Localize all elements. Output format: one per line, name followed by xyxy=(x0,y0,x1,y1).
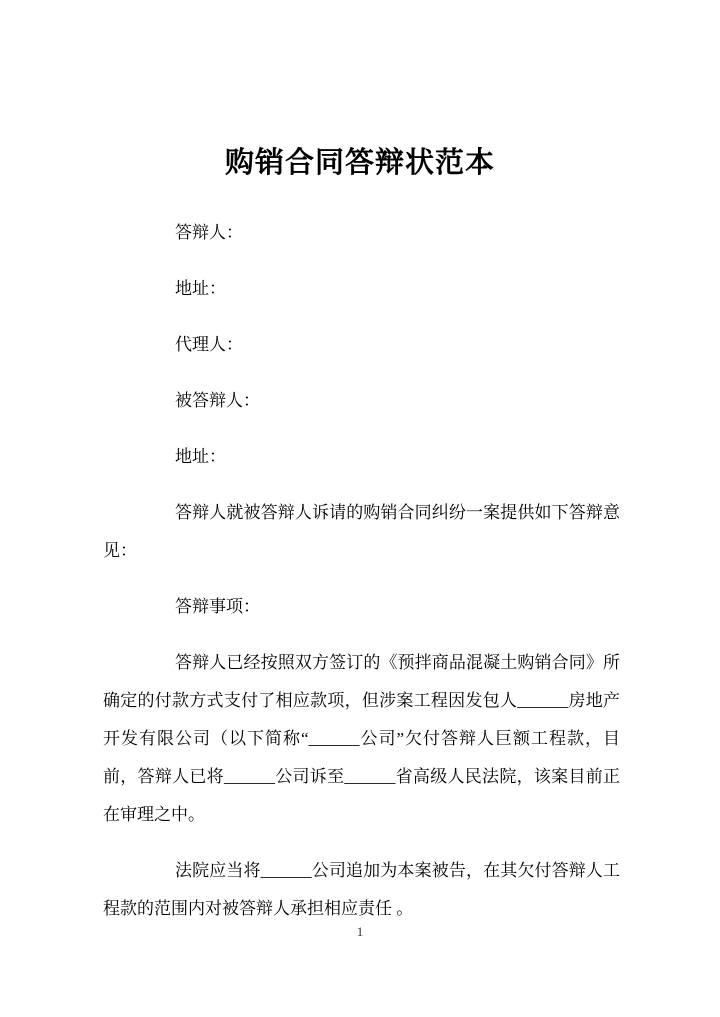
field-agent-label: 代理人： xyxy=(175,335,243,354)
paragraph-defense-matters-label: 答辩事项： xyxy=(175,597,260,616)
field-address-2-label: 地址： xyxy=(175,447,226,466)
document-body xyxy=(103,214,620,928)
paragraph-court-request: 法院应当将______公司追加为本案被告，在其欠付答辩人工程款的范围内对被答辩人承担相应责任 。 xyxy=(103,861,620,918)
field-claimant-label: 被答辩人： xyxy=(175,391,260,410)
field-respondent-label: 答辩人： xyxy=(175,223,243,242)
field-address-1-label: 地址： xyxy=(175,279,226,298)
page-number: 1 xyxy=(356,924,364,939)
document-title: 购销合同答辩状范本 xyxy=(224,145,495,179)
paragraph-intro: 答辩人就被答辩人诉请的购销合同纠纷一案提供如下答辩意见： xyxy=(103,503,620,560)
paragraph-defense-body: 答辩人已经按照双方签订的《预拌商品混凝土购销合同》所确定的付款方式支付了相应款项，但涉案工程因发包人______房地产开发有限公司（以下简称“______公司”欠付答辩人巨额工程款，目前，答辩人已将______公司诉至______省高级人民法院，该案目前正在审理之中。 xyxy=(103,653,620,824)
